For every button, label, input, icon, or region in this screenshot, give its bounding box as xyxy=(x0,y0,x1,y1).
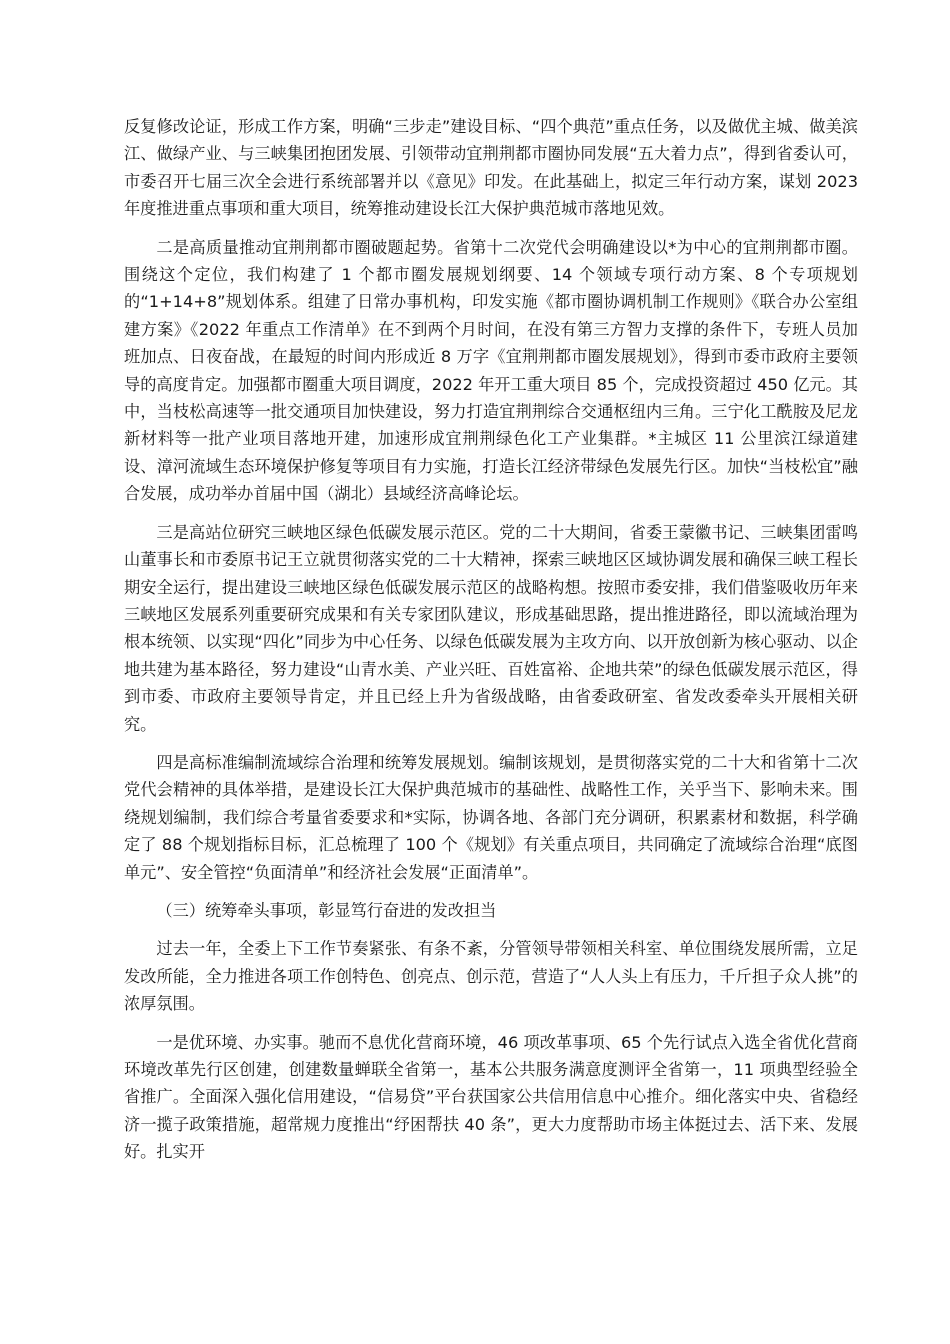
document-page xyxy=(124,113,858,1177)
body-paragraph: 过去一年，全委上下工作节奏紧张、有条不紊，分管领导带领相关科室、单位围绕发展所需，立足发改所能，全力推进各项工作创特色、创亮点、创示范，营造了“人人头上有压力，千斤担子众人挑”的浓厚氛围。 xyxy=(124,939,858,1014)
body-paragraph: 三是高站位研究三峡地区绿色低碳发展示范区。党的二十大期间，省委王蒙徽书记、三峡集团雷鸣山董事长和市委原书记王立就贯彻落实党的二十大精神，探索三峡地区区域协调发展和确保三峡工程长期安全运行，提出建设三峡地区绿色低碳发展示范区的战略构想。按照市委安排，我们借鉴吸收历年来三峡地区发展系列重要研究成果和有关专家团队建议，形成基础思路，提出推进路径，即以流域治理为根本统领、以实现“四化”同步为中心任务、以绿色低碳发展为主攻方向、以开放创新为核心驱动、以企地共建为基本路径，努力建设“山青水美、产业兴旺、百姓富裕、企地共荣”的绿色低碳发展示范区，得到市委、市政府主要领导肯定，并且已经上升为省级战略，由省委政研室、省发改委牵头开展相关研究。 xyxy=(124,522,858,734)
body-paragraph: 二是高质量推动宜荆荆都市圈破题起势。省第十二次党代会明确建设以*为中心的宜荆荆都市圈。围绕这个定位，我们构建了 1 个都市圈发展规划纲要、14 个领域专项行动方案、8 个专项规划的“1+14+8”规划体系。组建了日常办事机构，印发实施《都市圈协调机制工作规则》《联合办公室组建方案》《2022 年重点工作清单》在不到两个月时间，在没有第三方智力支撑的条件下，专班人员加班加点、日夜奋战，在最短的时间内形成近 8 万字《宜荆荆都市圈发展规划》，得到市委市政府主要领导的高度肯定。加强都市圈重大项目调度，2022 年开工重大项目 85 个，完成投资超过 450 亿元。其中，当枝松高速等一批交通项目加快建设，努力打造宜荆荆综合交通枢纽内三角。三宁化工酰胺及尼龙新材料等一批产业项目落地开建，加速形成宜荆荆绿色化工产业集群。*主城区 11 公里滨江绿道建设、漳河流域生态环境保护修复等项目有力实施，打造长江经济带绿色发展先行区。加快“当枝松宜”融合发展，成功举办首届中国（湖北）县域经济高峰论坛。 xyxy=(124,237,858,504)
body-paragraph: 一是优环境、办实事。驰而不息优化营商环境，46 项改革事项、65 个先行试点入选全省优化营商环境改革先行区创建，创建数量蝉联全省第一，基本公共服务满意度测评全省第一，11 项典型经验全省推广。全面深入强化信用建设，“信易贷”平台获国家公共信用信息中心推介。细化落实中央、省稳经济一揽子政策措施，超常规力度推出“纾困帮扶 40 条”，更大力度帮助市场主体挺过去、活下来、发展好。扎实开 xyxy=(124,1032,858,1162)
body-paragraph: 四是高标准编制流域综合治理和统筹发展规划。编制该规划，是贯彻落实党的二十大和省第十二次党代会精神的具体举措，是建设长江大保护典范城市的基础性、战略性工作，关乎当下、影响未来。围绕规划编制，我们综合考量省委要求和*实际，协调各地、各部门充分调研，积累素材和数据，科学确定了 88 个规划指标目标，汇总梳理了 100 个《规划》有关重点项目，共同确定了流域综合治理“底图单元”、安全管控“负面清单”和经济社会发展“正面清单”。 xyxy=(124,752,858,882)
section-heading: （三）统筹牵头事项，彰显笃行奋进的发改担当 xyxy=(156,900,497,920)
body-paragraph: 反复修改论证，形成工作方案，明确“三步走”建设目标、“四个典范”重点任务，以及做优主城、做美滨江、做绿产业、与三峡集团抱团发展、引领带动宜荆荆都市圈协同发展“五大着力点”，得到省委认可，市委召开七届三次全会进行系统部署并以《意见》印发。在此基础上，拟定三年行动方案，谋划 2023 年度推进重点事项和重大项目，统筹推动建设长江大保护典范城市落地见效。 xyxy=(124,117,858,219)
